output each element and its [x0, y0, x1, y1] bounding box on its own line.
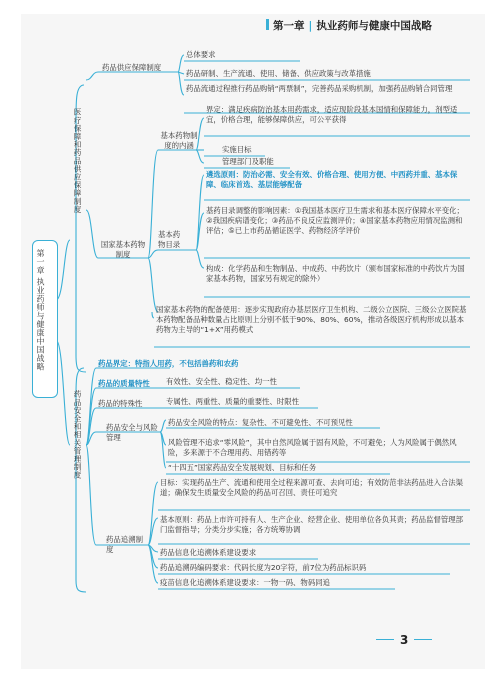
header-chapter: 第一章 [273, 20, 305, 32]
header-divider: | [308, 20, 313, 32]
risk-plan: “十四五”国家药品安全发展规划、目标和任务 [168, 463, 317, 472]
connotation-definition: 界定：满足疾病防治基本用药需求，适应现阶段基本国情和保障能力，剂型适宜，价格合理，能够保障供应，可公平获得 [206, 105, 458, 125]
trace-vaccine: 疫苗信息化追溯体系建设要求：一物一码、物码同追 [160, 578, 330, 587]
catalog-adjust-factors: 基药目录调整的影响因素：①我国基本医疗卫生需求和基本医疗保障水平变化；②我国疾病谱变化；③药品不良反应监测评价；④国家基本药物应用情况监测和评估；⑤已上市药品循证医学、药物经济学评价 [206, 206, 464, 236]
branch1-label: 医疗保障和药品供应保障制度 [73, 108, 82, 214]
special-label: 药品的特殊性 [98, 399, 143, 408]
essential-system-label: 国家基本药物制度 [100, 240, 146, 260]
page-number-dash-left [376, 639, 394, 640]
catalog-principle [206, 170, 468, 190]
trace-principle: 基本原则：药品上市许可持有人、生产企业、经营企业、使用单位各负其责；药品监督管理部门监督指导；分类分步实施；各方统筹协调 [160, 515, 464, 535]
trace-code: 药品追溯码编码要求：代码长度为20字符，前7位为药品标识码 [160, 563, 367, 572]
essential-allocation: 国家基本药物的配备使用：逐步实现政府办基层医疗卫生机构、二级公立医院、三级公立医院基本药物配备品种数量占比原则上分别不低于90%、80%、60%，推动各级医疗机构形成以基本药物为主导的“1+X”用药模式 [156, 305, 467, 335]
supply-item-3: 药品流通过程推行药品购销“两票制”，完善药品采购机制，加强药品购销合同管理 [186, 84, 453, 93]
trace-label: 药品追溯制度 [106, 535, 143, 555]
catalog-label: 基本药物目录 [158, 230, 181, 250]
supply-item-1: 总体要求 [186, 50, 216, 59]
connotation-management: 管理部门及职能 [222, 157, 274, 166]
root-chapter-box [32, 240, 58, 398]
risk-management: 风险管理不追求“零风险”，其中自然风险属于固有风险，不可避免；人为风险属于偶然风险，多来源于不合理用药、用错药等 [168, 438, 457, 458]
root-chapter-text: 第一章 执业药师与健康中国战略 [36, 249, 45, 372]
quality-text: 有效性、安全性、稳定性、均一性 [166, 377, 277, 386]
branch2-label: 药品安全和相关管理制度 [73, 390, 82, 480]
drug-definition-text: 特指人用药，不包括兽药和农药 [134, 359, 239, 368]
special-text: 专属性、两重性、质量的重要性、时限性 [166, 397, 300, 406]
page-number [370, 633, 450, 649]
page-number-value: 3 [400, 633, 409, 647]
drug-definition-label: 药品界定： [98, 359, 135, 368]
header-title: 执业药师与健康中国战略 [316, 20, 432, 32]
supply-system-label: 药品供应保障制度 [102, 63, 162, 72]
catalog-principle-label: 遴选原则： [206, 170, 243, 179]
connotation-goal: 实施目标 [222, 145, 252, 154]
quality-label: 药品的质量特性 [98, 379, 150, 388]
supply-item-2: 药品研制、生产流通、使用、储备、供应政策与改革措施 [186, 69, 371, 78]
drug-definition [98, 359, 238, 369]
risk-features: 药品安全风险的特点：复杂性、不可避免性、不可预见性 [168, 418, 353, 427]
connotation-label: 基本药物制度的内涵 [160, 131, 198, 151]
trace-goal: 目标：实现药品生产、流通和使用全过程来源可查、去向可追；有效防范非法药品进入合法渠道；确保发生质量安全风险的药品可召回、责任可追究 [160, 478, 464, 498]
page-number-dash-right [414, 639, 432, 640]
catalog-composition: 构成：化学药品和生物制品、中成药、中药饮片（颁布国家标准的中药饮片为国家基本药物，国家另有规定的除外） [206, 264, 465, 284]
trace-system: 药品信息化追溯体系建设要求 [160, 548, 257, 557]
catalog-principle-text: 防治必需、安全有效、价格合理、使用方便、中西药并重、基本保障、临床首选、基层能够配备 [206, 170, 458, 190]
risk-label: 药品安全与风险管理 [106, 423, 158, 443]
